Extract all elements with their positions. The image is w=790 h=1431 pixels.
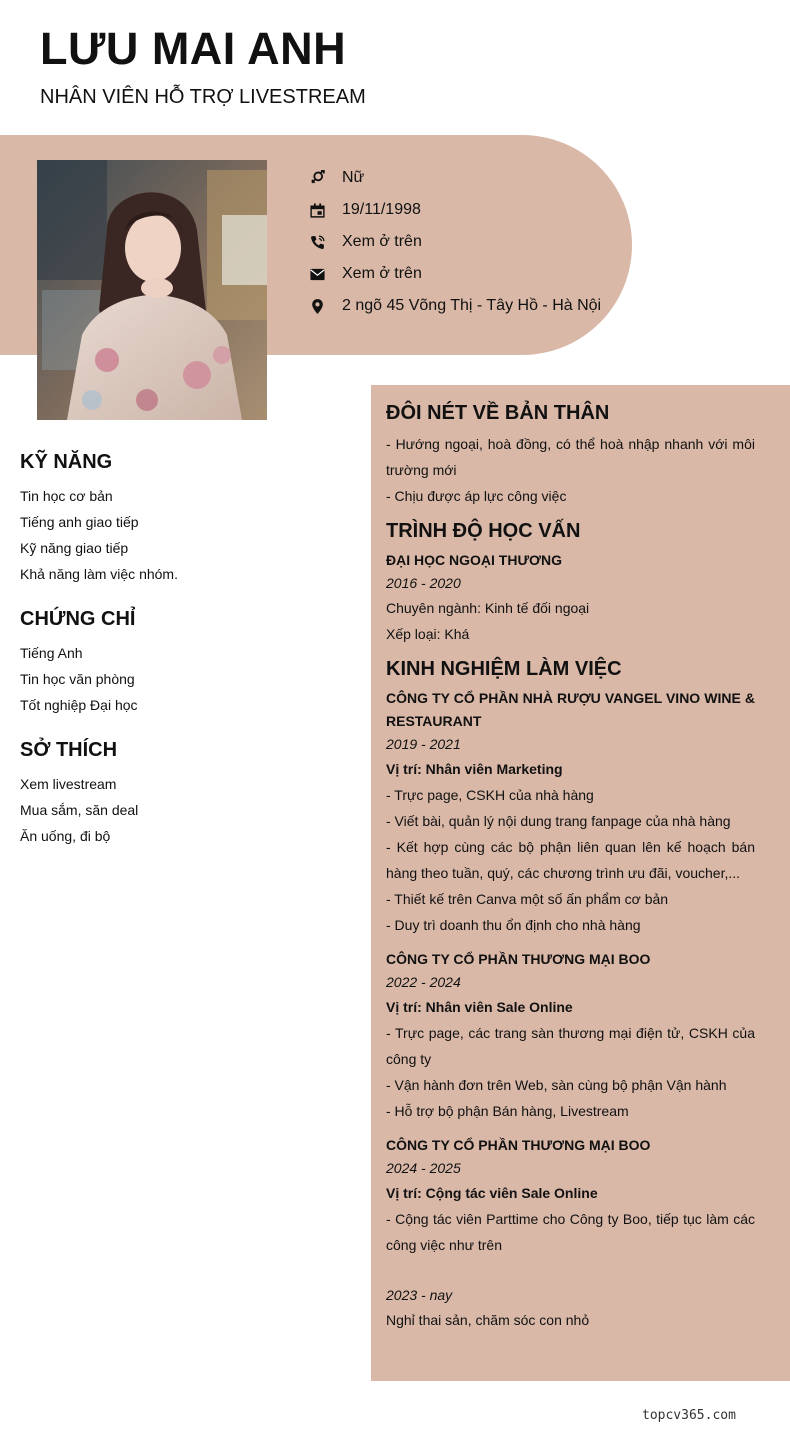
gender-value: Nữ <box>342 169 365 186</box>
about-line: - Hướng ngoại, hoà đồng, có thể hoà nhập nhanh với môi trường mới <box>386 436 755 478</box>
address-value: 2 ngõ 45 Võng Thị - Tây Hồ - Hà Nội <box>342 297 602 314</box>
skills-section <box>20 450 340 587</box>
certificate-item: Tiếng Anh <box>20 645 83 661</box>
hobbies-title: SỞ THÍCH <box>20 739 118 761</box>
school-name: ĐẠI HỌC NGOẠI THƯƠNG <box>386 552 562 568</box>
footer-watermark: topcv365.com <box>642 1408 736 1423</box>
info-row-birthday <box>308 194 601 226</box>
job-entry <box>386 1268 755 1333</box>
certificates-section <box>20 607 340 718</box>
hobby-item: Mua sắm, săn deal <box>20 802 139 818</box>
about-title: ĐÔI NÉT VỀ BẢN THÂN <box>386 402 610 424</box>
job-duty: - Thiết kế trên Canva một số ấn phẩm cơ bản <box>386 891 669 907</box>
candidate-name: LƯU MAI ANH <box>40 23 347 74</box>
job-period: 2024 - 2025 <box>386 1160 461 1176</box>
job-duty: - Vận hành đơn trên Web, sàn cùng bộ phận Vận hành <box>386 1077 727 1093</box>
birthday-value: 19/11/1998 <box>342 201 421 218</box>
job-duty: - Cộng tác viên Parttime cho Công ty Boo, tiếp tục làm các công việc như trên <box>386 1211 755 1253</box>
job-entry <box>386 687 755 938</box>
about-section <box>386 401 755 509</box>
job-role: Vị trí: Nhân viên Marketing <box>386 761 563 777</box>
certificate-item: Tốt nghiệp Đại học <box>20 697 138 713</box>
job-duty: - Hỗ trợ bộ phận Bán hàng, Livestream <box>386 1103 629 1119</box>
job-duty: - Kết hợp cùng các bộ phận liên quan lên kế hoạch bán hàng theo tuần, quý, các chương trình ưu đãi, voucher,... <box>386 839 755 881</box>
info-row-gender <box>308 162 601 194</box>
job-role: Vị trí: Cộng tác viên Sale Online <box>386 1185 598 1201</box>
profile-photo <box>37 160 267 420</box>
job-role: Vị trí: Nhân viên Sale Online <box>386 999 573 1015</box>
info-row-address <box>308 290 601 322</box>
skill-item: Tiếng anh giao tiếp <box>20 514 139 530</box>
info-row-email <box>308 258 601 290</box>
education-section <box>386 519 755 647</box>
phone-value: Xem ở trên <box>342 233 422 250</box>
hobby-item: Xem livestream <box>20 776 117 792</box>
company-name: CÔNG TY CỔ PHẦN NHÀ RƯỢU VANGEL VINO WINE & RESTAURANT <box>386 690 755 729</box>
info-row-phone <box>308 226 601 258</box>
job-duty: - Trực page, các trang sàn thương mại điện tử, CSKH của công ty <box>386 1025 755 1067</box>
job-duty: - Viết bài, quản lý nội dung trang fanpage của nhà hàng <box>386 813 731 829</box>
email-value: Xem ở trên <box>342 265 422 282</box>
skill-item: Tin học cơ bản <box>20 488 113 504</box>
left-column <box>20 450 340 869</box>
job-period: 2022 - 2024 <box>386 974 461 990</box>
job-entry <box>386 1134 755 1258</box>
hobbies-section <box>20 738 340 849</box>
job-duty: - Duy trì doanh thu ổn định cho nhà hàng <box>386 917 641 933</box>
skill-item: Kỹ năng giao tiếp <box>20 540 129 556</box>
about-line: - Chịu được áp lực công việc <box>386 488 567 504</box>
skills-title: KỸ NĂNG <box>20 451 113 473</box>
hobby-item: Ăn uống, đi bộ <box>20 828 111 844</box>
portrait-image <box>37 160 267 420</box>
job-duty: - Trực page, CSKH của nhà hàng <box>386 787 594 803</box>
company-name: CÔNG TY CỔ PHẦN THƯƠNG MẠI BOO <box>386 1137 651 1153</box>
skill-item: Khả năng làm việc nhóm. <box>20 566 178 582</box>
job-duty: Nghỉ thai sản, chăm sóc con nhỏ <box>386 1312 590 1328</box>
phone-icon <box>308 233 326 251</box>
job-title: NHÂN VIÊN HỖ TRỢ LIVESTREAM <box>40 86 366 108</box>
email-icon <box>308 265 326 283</box>
calendar-icon <box>308 201 326 219</box>
job-period: 2019 - 2021 <box>386 736 461 752</box>
gender-icon <box>308 169 326 187</box>
job-period: 2023 - nay <box>386 1287 453 1303</box>
company-name: CÔNG TY CỔ PHẦN THƯƠNG MẠI BOO <box>386 951 651 967</box>
location-pin-icon <box>308 297 326 315</box>
education-line: Xếp loại: Khá <box>386 626 470 642</box>
certificates-title: CHỨNG CHỈ <box>20 608 136 630</box>
personal-info-list <box>308 162 601 322</box>
experience-title: KINH NGHIỆM LÀM VIỆC <box>386 658 622 680</box>
experience-section <box>386 657 755 1333</box>
certificate-item: Tin học văn phòng <box>20 671 135 687</box>
right-column <box>371 385 790 1381</box>
education-period: 2016 - 2020 <box>386 575 461 591</box>
job-entry <box>386 948 755 1124</box>
education-title: TRÌNH ĐỘ HỌC VẤN <box>386 520 581 542</box>
education-line: Chuyên ngành: Kinh tế đối ngoại <box>386 600 590 616</box>
